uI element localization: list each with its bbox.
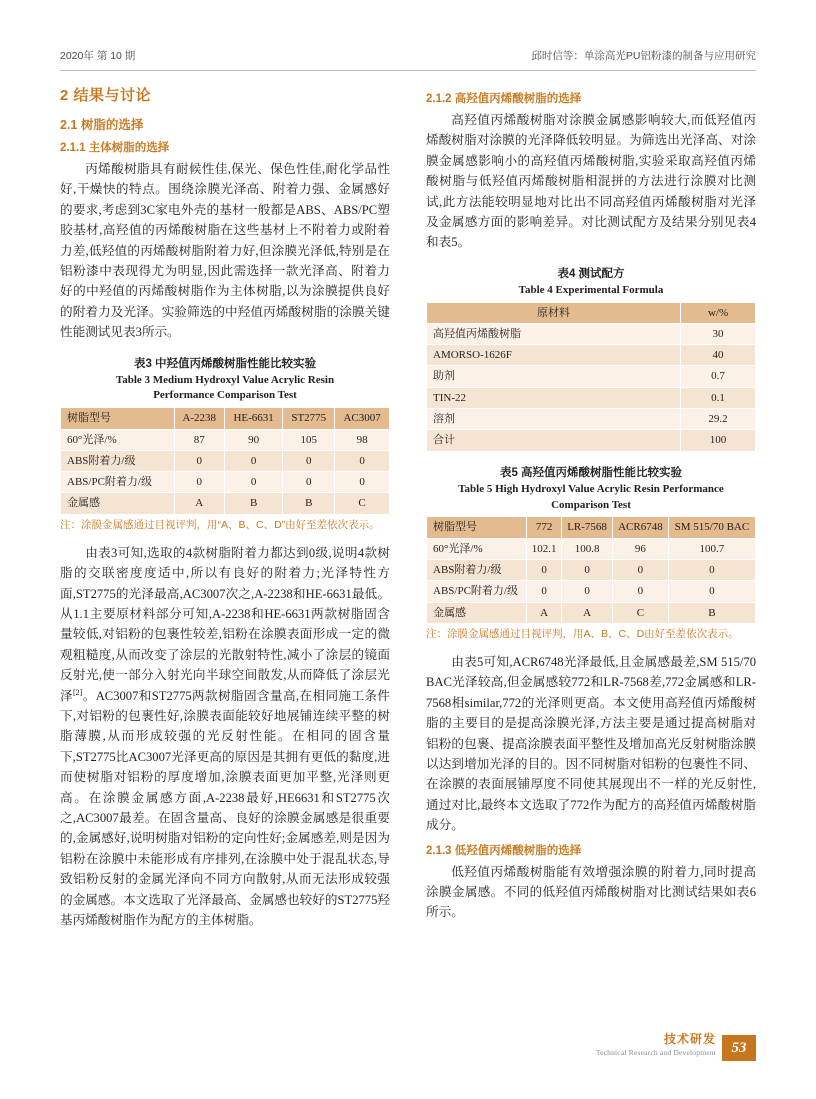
table5-r0c4: 100.7: [668, 538, 755, 559]
table5-r1c2: 0: [562, 559, 613, 580]
table4-r2c0: 助剂: [427, 366, 681, 387]
subsubsection-heading-main-resin: 2.1.1 主体树脂的选择: [60, 142, 170, 154]
table-row: [427, 323, 756, 344]
table5-title-en-1: Table 5 High Hydroxyl Value Acrylic Resin Performance: [458, 482, 724, 495]
paragraph-table3-part1: 由表3可知,选取的4款树脂附着力都达到0级,说明4款树脂的交联密度度适中,所以有良好的附着力;光泽特性方面,ST2775的光泽最高,AC3007次之,A-2238和HE-6631最低。从1.1主要原材料部分可知,A-2238和HE-6631两款树脂固含量较低,对铝粉的包裹性较差,铝粉在涂膜表面形成一定的微观粗糙度,从而改变了涂层的光散射特性,减小了涂层的镜面反射光,使一部分入射光向半球空间散发,从而降低了涂层光泽: [60, 545, 390, 703]
table4-r3c1: 0.1: [681, 387, 756, 408]
table3-note: 注：涂膜金属感通过目视评判，用“A、B、C、D”由好至差依次表示。: [60, 518, 380, 531]
table5-r0c2: 100.8: [562, 538, 613, 559]
table5-r3c4: B: [668, 602, 755, 623]
table3-r2c4: 0: [335, 472, 390, 493]
table-row: [427, 409, 756, 430]
subsubsection-heading-high-hydroxyl: 2.1.2 高羟值丙烯酸树脂的选择: [426, 93, 582, 105]
table4-r3c0: TIN-22: [427, 387, 681, 408]
table-row: [427, 430, 756, 451]
table3-r2c2: 0: [224, 472, 282, 493]
table-row: [61, 450, 390, 471]
table-row: [427, 345, 756, 366]
table5-r3c3: C: [612, 602, 668, 623]
table4-col-1: w/%: [681, 302, 756, 323]
table4: [426, 302, 756, 452]
table3-r3c1: A: [174, 493, 224, 514]
table5-r2c4: 0: [668, 581, 755, 602]
left-column: [60, 84, 390, 932]
table5-r0c3: 96: [612, 538, 668, 559]
table4-r5c1: 100: [681, 430, 756, 451]
table3-r1c3: 0: [283, 450, 335, 471]
table5-r0c1: 102.1: [527, 538, 562, 559]
table5-block: [426, 464, 756, 642]
table4-r2c1: 0.7: [681, 366, 756, 387]
table5-r2c0: ABS/PC附着力/级: [427, 581, 527, 602]
table-row: [61, 493, 390, 514]
table-row: [427, 366, 756, 387]
table3-r3c0: 金属感: [61, 493, 175, 514]
table3-col-4: AC3007: [335, 408, 390, 429]
table5-r1c3: 0: [612, 559, 668, 580]
table5-col-4: SM 515/70 BAC: [668, 517, 755, 538]
table3-col-1: A-2238: [174, 408, 224, 429]
paragraph-high-hydroxyl: 高羟值丙烯酸树脂对涂膜金属感影响较大,而低羟值丙烯酸树脂对涂膜的光泽降低较明显。为筛选出光泽高、对涂膜金属感影响小的高羟值丙烯酸树脂,实验采取高羟值丙烯酸树脂与低羟值丙烯酸树脂相混拼的方法进行涂膜对比测试,此方法能较明显地对比出不同高羟值丙烯酸树脂对光泽及金属感方面的影响差异。对比测试配方及结果分别见表4和表5。: [426, 113, 756, 250]
paragraph-table3-part2: 。AC3007和ST2775两款树脂固含量高,在相同施工条件下,对铝粉的包裹性好,涂膜表面能较好地展铺连续平整的树脂薄膜,从而形成较强的光反射性能。在相同的固含量下,ST2775比AC3007光泽更高的原因是其拥有更低的黏度,进而使树脂对铝粉的厚度增加,涂膜表面更加平整,光泽则更高。在涂膜金属感方面,A-2238最好,HE6631和ST2775次之,AC3007最差。在固含量高、良好的涂膜金属感是很重要的,金属感好,说明树脂对铝粉的定向性好;金属感差,则是因为铝粉在涂膜中未能形成有序排列,在涂膜中处于混乱状态,导致铝粉反射的金属光泽向不同方向散射,从而无法形成较强的金属感。本文选取了光泽最高、金属感也较好的ST2775羟基丙烯酸树脂作为配方的主体树脂。: [60, 688, 391, 927]
header-divider: [60, 70, 756, 71]
table5-col-1: 772: [527, 517, 562, 538]
table-row: [427, 538, 756, 559]
table4-title-cn: 表4 测试配方: [557, 267, 625, 280]
table3: [60, 407, 390, 514]
table5-col-3: ACR6748: [612, 517, 668, 538]
table5-r0c0: 60°光泽/%: [427, 538, 527, 559]
table-row: [61, 429, 390, 450]
table-row: [427, 559, 756, 580]
table5-r1c0: ABS附着力/级: [427, 559, 527, 580]
subsection-heading-resin-selection: 2.1 树脂的选择: [60, 118, 144, 132]
table3-title-en-1: Table 3 Medium Hydroxyl Value Acrylic Resin: [115, 373, 335, 386]
table3-block: [60, 355, 390, 533]
page-footer: [596, 1030, 716, 1057]
paragraph-table5-discussion: 由表5可知,ACR6748光泽最低,且金属感最差,SM 515/70 BAC光泽较高,但金属感较772和LR-7568差,772金属感和LR-7568相similar,772的光泽则更高。本文使用高羟值丙烯酸树脂的主要目的是提高涂膜光泽,方法主要是通过提高树脂对铝粉的包裹、提高涂膜表面平整性及增加高光反射树脂涂膜以达到增加光泽的目的。因不同树脂对铝粉的包裹性不同、在涂膜的表面展铺厚度不同使其展现出不一样的光反射性,通过对比,最终本文选取了772作为配方的高羟值丙烯酸树脂成分。: [426, 655, 756, 833]
table-row: [61, 472, 390, 493]
table4-r5c0: 合计: [427, 430, 681, 451]
right-column: [426, 84, 756, 925]
table5-col-0: 树脂型号: [427, 517, 527, 538]
table3-r1c1: 0: [174, 450, 224, 471]
table5-r3c1: A: [527, 602, 562, 623]
table4-title-en: Table 4 Experimental Formula: [518, 283, 664, 296]
table3-col-3: ST2775: [283, 408, 335, 429]
table4-r1c1: 40: [681, 345, 756, 366]
table-row: [427, 602, 756, 623]
table4-r1c0: AMORSO-1626F: [427, 345, 681, 366]
table3-r1c4: 0: [335, 450, 390, 471]
header-article-title: 邱时信等：单涂高光PU铝粉漆的制备与应用研究: [531, 50, 756, 62]
table5-r3c0: 金属感: [427, 602, 527, 623]
table5-r2c3: 0: [612, 581, 668, 602]
table5-col-2: LR-7568: [562, 517, 613, 538]
table3-r2c0: ABS/PC附着力/级: [61, 472, 175, 493]
table5-header-row: [427, 517, 756, 538]
table4-r4c0: 溶剂: [427, 409, 681, 430]
table5-r3c2: A: [562, 602, 613, 623]
table3-r3c3: B: [283, 493, 335, 514]
reference-marker: [2]: [73, 687, 83, 697]
table4-r4c1: 29.2: [681, 409, 756, 430]
table3-title-en-2: Performance Comparison Test: [153, 389, 297, 402]
table3-r0c3: 105: [283, 429, 335, 450]
table5-title-en-2: Comparison Test: [551, 498, 631, 511]
table5: [426, 516, 756, 623]
table-row: [427, 387, 756, 408]
table5-r1c1: 0: [527, 559, 562, 580]
table4-col-0: 原材料: [427, 302, 681, 323]
table3-r0c0: 60°光泽/%: [61, 429, 175, 450]
table3-r1c0: ABS附着力/级: [61, 450, 175, 471]
table3-col-2: HE-6631: [224, 408, 282, 429]
table3-r2c1: 0: [174, 472, 224, 493]
section-heading-results: 2 结果与讨论: [60, 87, 152, 104]
page-header: [60, 48, 756, 67]
table3-r0c4: 98: [335, 429, 390, 450]
table4-r0c0: 高羟值丙烯酸树脂: [427, 323, 681, 344]
table5-note: 注：涂膜金属感通过目视评判，用A、B、C、D由好至差依次表示。: [426, 627, 739, 640]
table5-r1c4: 0: [668, 559, 755, 580]
page-number: 53: [722, 1035, 756, 1061]
table3-col-0: 树脂型号: [61, 408, 175, 429]
subsubsection-heading-low-hydroxyl: 2.1.3 低羟值丙烯酸树脂的选择: [426, 844, 582, 857]
table4-header-row: [427, 302, 756, 323]
table3-r3c4: C: [335, 493, 390, 514]
footer-section-cn: 技术研发: [663, 1032, 716, 1046]
table3-r1c2: 0: [224, 450, 282, 471]
table5-title-cn: 表5 高羟值丙烯酸树脂性能比较实验: [499, 466, 683, 479]
table-row: [427, 581, 756, 602]
paragraph-low-hydroxyl: 低羟值丙烯酸树脂能有效增强涂膜的附着力,同时提高涂膜金属感。不同的低羟值丙烯酸树脂对比测试结果如表6所示。: [426, 864, 756, 920]
table3-title-cn: 表3 中羟值丙烯酸树脂性能比较实验: [133, 357, 317, 370]
paragraph-table3-discussion: [60, 543, 390, 930]
footer-section-en: Technical Research and Development: [595, 1048, 716, 1057]
table5-r2c2: 0: [562, 581, 613, 602]
table3-header-row: [61, 408, 390, 429]
header-issue: 2020年 第 10 期: [60, 50, 136, 62]
table3-r0c1: 87: [174, 429, 224, 450]
paragraph-main-resin: 丙烯酸树脂具有耐候性佳,保光、保色性佳,耐化学品性好,干燥快的特点。围绕涂膜光泽高、附着力强、金属感好的要求,考虑到3C家电外壳的基材一般都是ABS、ABS/PC塑胶基材,高羟值的丙烯酸树脂在这些基材上不附着力或附着力差,低羟值的丙烯酸树脂附着力好,但涂膜光泽低,特别是在铝粉漆中表现得尤为明显,因此需选择一款光泽高、附着力好的中羟值的丙烯酸树脂作为主体树脂,以为涂膜提供良好的附着力及光泽。实验筛选的中羟值丙烯酸树脂的涂膜关键性能测试见表3所示。: [60, 162, 390, 340]
table3-r2c3: 0: [283, 472, 335, 493]
table5-r2c1: 0: [527, 581, 562, 602]
table3-r3c2: B: [224, 493, 282, 514]
table4-block: [426, 265, 756, 452]
table3-r0c2: 90: [224, 429, 282, 450]
table4-r0c1: 30: [681, 323, 756, 344]
